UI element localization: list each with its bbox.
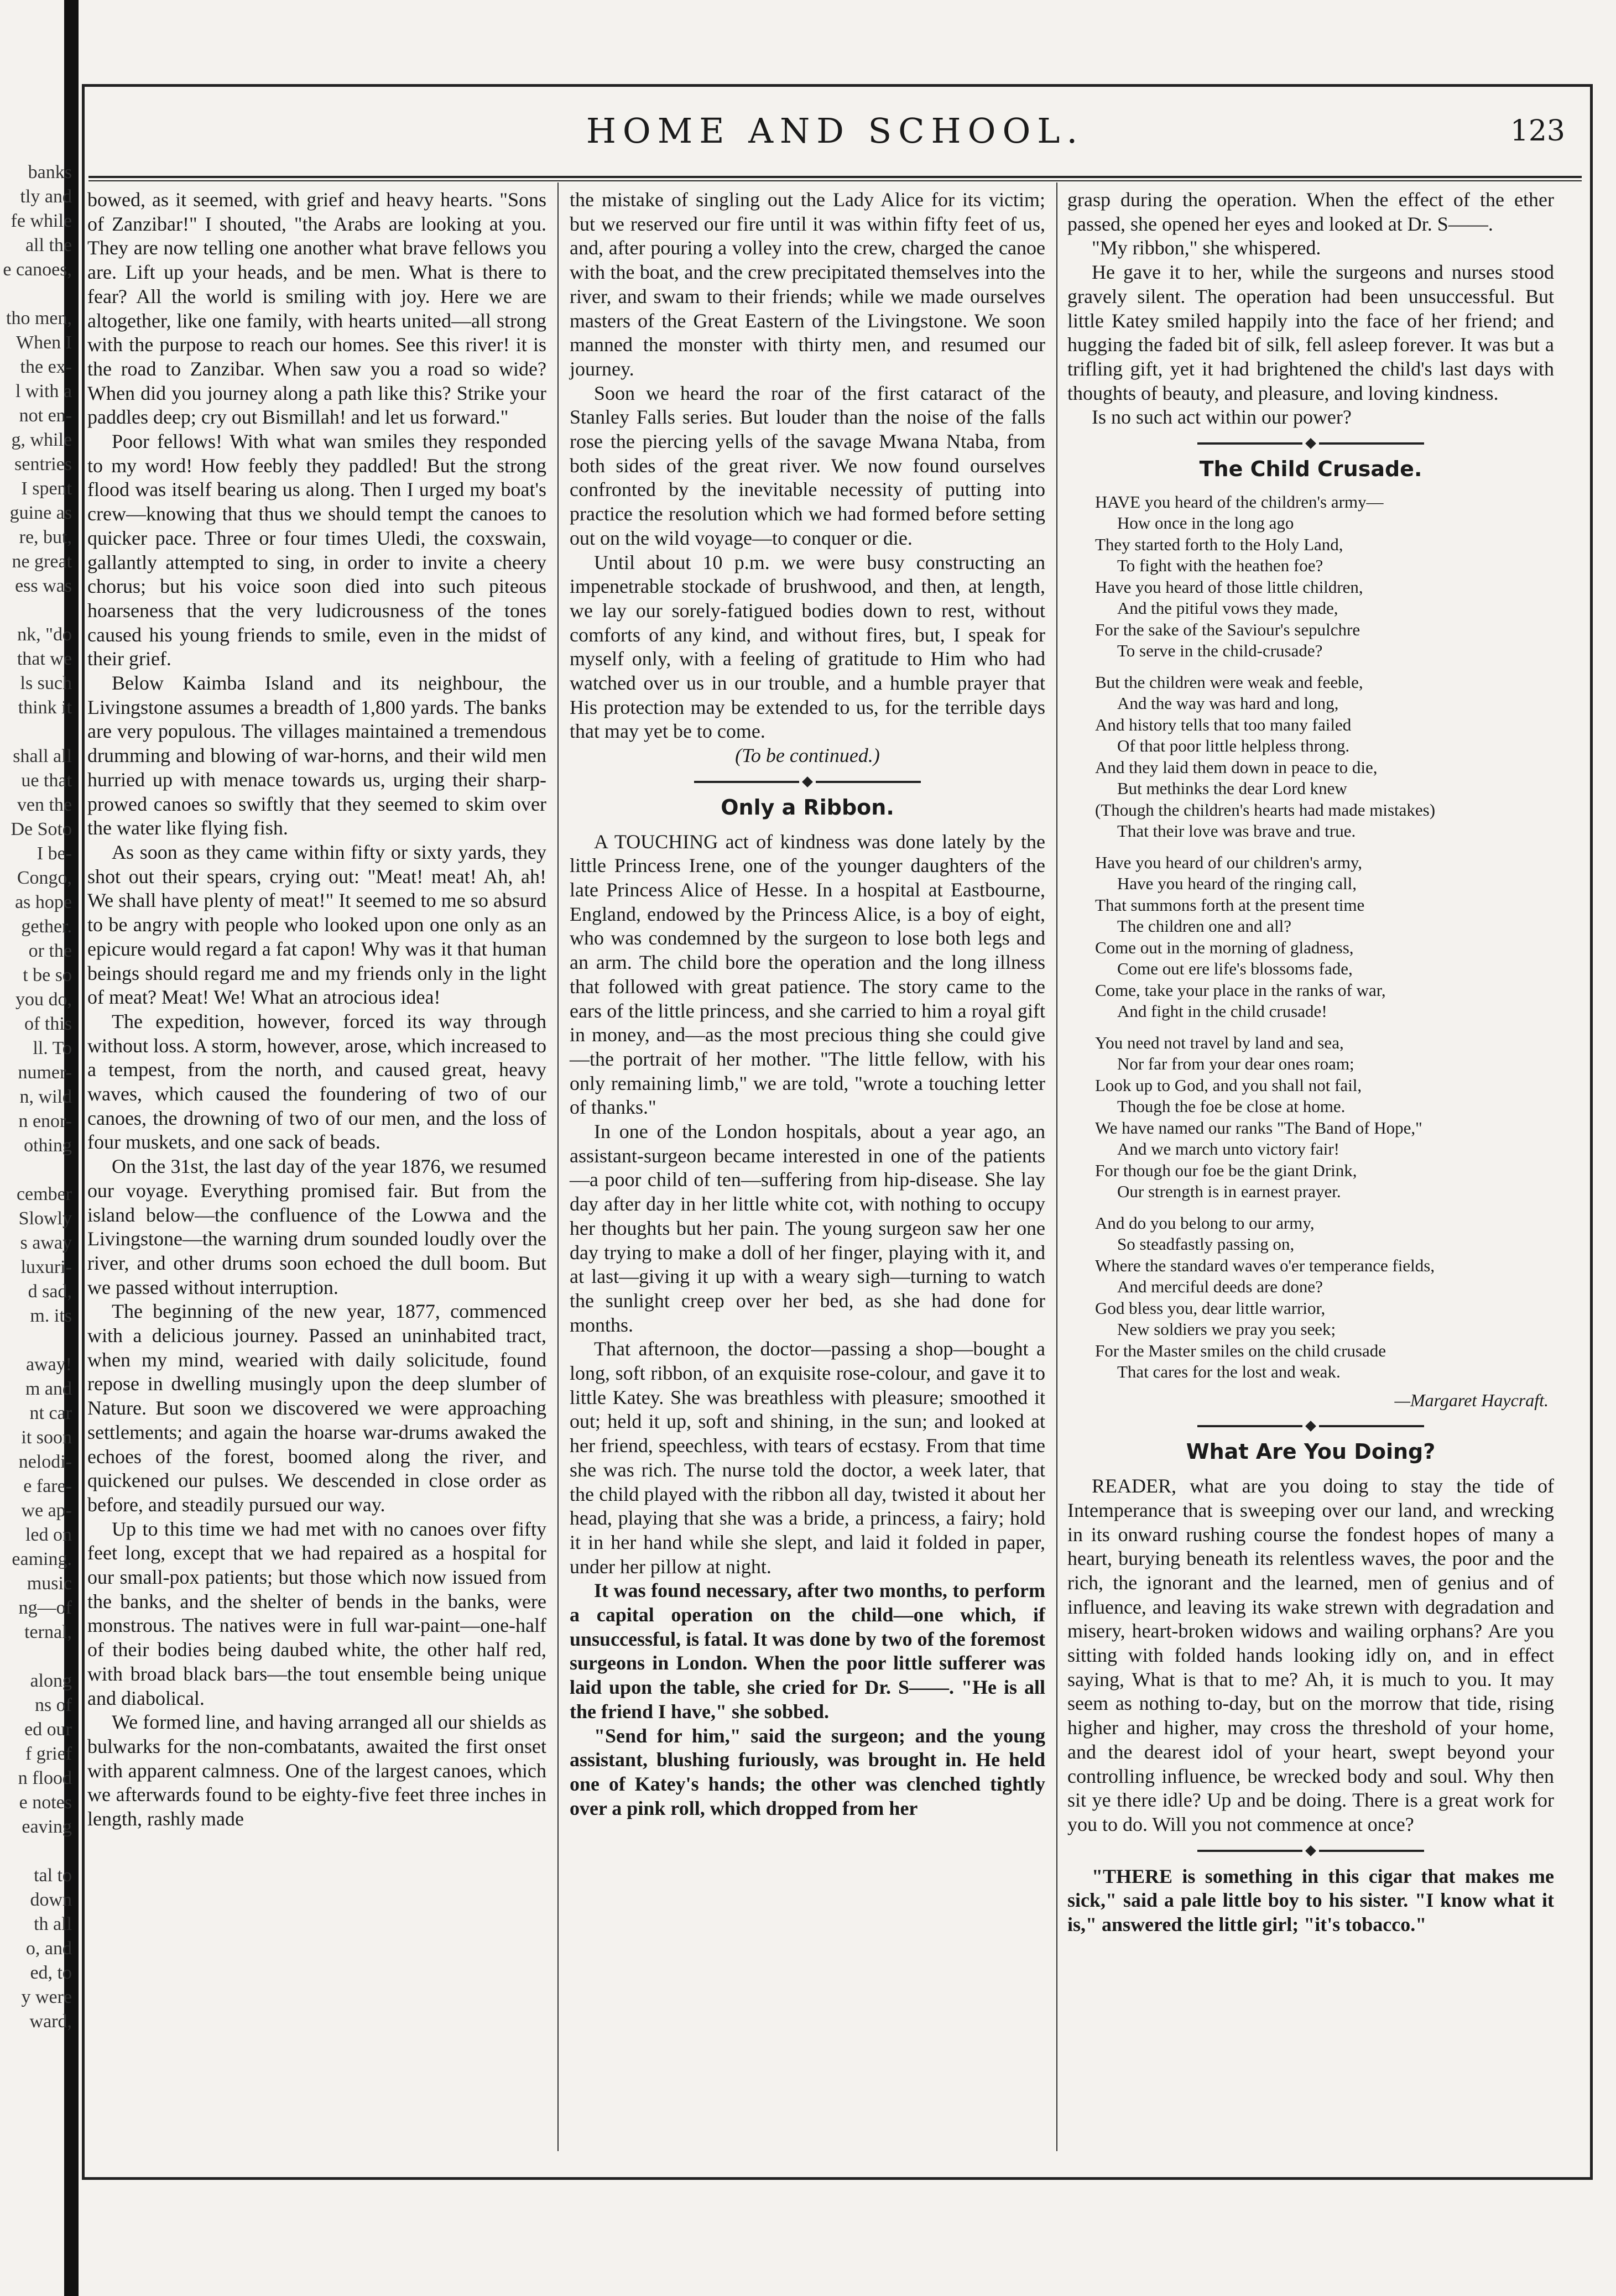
fragment-line: Congo, — [17, 868, 72, 888]
fragment-line: music — [27, 1573, 72, 1594]
paragraph: He gave it to her, while the surgeons and nurses stood gravely silent. The operation had been unsuccessful. But little Katey smiled happily into the face of her friend; and hugging the faded bit of silk, fell asleep forever. It was but a trifling gift, yet it had brightened the child's last days with thoughts of beauty, and pleasure, and loving kindness. — [1067, 261, 1554, 404]
fragment-line: n flood — [18, 1768, 72, 1788]
poem-stanza — [1095, 492, 1554, 662]
poem-line: That their love was brave and true. — [1117, 821, 1356, 841]
poem-line: And fight in the child crusade! — [1117, 1001, 1327, 1021]
poem-line: And the way was hard and long, — [1117, 693, 1339, 713]
poem-line: New soldiers we pray you seek; — [1117, 1319, 1336, 1339]
fragment-line — [0, 720, 72, 744]
fragment-line: l with a — [15, 381, 72, 401]
fragment-line: othing — [24, 1135, 72, 1156]
fragment-line: numer- — [18, 1062, 72, 1083]
fragment-line: e fare- — [23, 1476, 72, 1496]
fragment-line: When I — [15, 332, 72, 353]
adjacent-page-fragment — [0, 160, 72, 2032]
paragraph: Poor fellows! With what wan smiles they responded to my word! How feebly they paddled! But the strong flood was itself bearing us along. Then I urged my boat's crew—knowing that thus we should tempt the canoes to quicker pace. Three or four times Uledi, the coxswain, gallantly attempted to sing, in order to invite a cheery chorus; but his voice soon died into such piteous hoarseness that the very ludicrousness of the tones caused his young friends to smile, even in the midst of their grief. — [87, 430, 546, 670]
poem-line: But the children were weak and feeble, — [1095, 672, 1363, 692]
poem-line: For though our foe be the giant Drink, — [1095, 1160, 1357, 1180]
poem-line: For the Master smiles on the child crusade — [1095, 1340, 1386, 1360]
fragment-line: gether. — [21, 916, 72, 937]
fragment-line: nk, "do — [17, 624, 72, 645]
section-divider — [1067, 440, 1554, 447]
paragraph: We formed line, and having arranged all our shields as bulwarks for the non-combatants, awaited the first onset with apparent calmness. One of the largest canoes, which we afterwards found to be eighty-five feet three inches in length, rashly made — [87, 1711, 546, 1830]
poem-line: And do you belong to our army, — [1095, 1213, 1315, 1233]
article-title-only-a-ribbon: Only a Ribbon. — [721, 795, 894, 820]
fragment-line: tal to — [34, 1865, 72, 1886]
article-title-child-crusade: The Child Crusade. — [1199, 457, 1422, 482]
poem-line: And history tells that too many failed — [1095, 714, 1352, 734]
poem-line: Have you heard of those little children, — [1095, 577, 1363, 597]
poem-line: But methinks the dear Lord knew — [1117, 779, 1347, 799]
poem-line: So steadfastly passing on, — [1117, 1234, 1295, 1254]
poem-line: And they laid them down in peace to die, — [1095, 757, 1378, 777]
paragraph: grasp during the operation. When the effect of the ether passed, she opened her eyes and looked at Dr. S——. — [1067, 189, 1554, 235]
column-1 — [87, 188, 546, 2146]
paragraph: That afternoon, the doctor—passing a shop—bought a long, soft ribbon, of an exquisite rose-colour, and gave it to little Katey. She was breathless with pleasure; smoothed it out; held it up, soft and shining, in the sun; and looked at her friend, speechless, with tears of ecstasy. From that time she was rich. The nurse told the doctor, a week later, that the child played with the ribbon all day, twisted it about her head, playing that she was a bride, a princess, a fairy; hold it in her hand while she slept, and laid it folded in paper, under her pillow at night. — [570, 1338, 1045, 1578]
fragment-line: n enor- — [18, 1111, 72, 1131]
paragraph: On the 31st, the last day of the year 1876, we resumed our voyage. Everything promised fair. But from the island below—the confluence of the Lowwa and the Livingstone—the warning drum sounded loudly over the river, and other drums soon echoed the dull boom. But we passed without interruption. — [87, 1155, 546, 1298]
paragraph: bowed, as it seemed, with grief and heavy hearts. "Sons of Zanzibar!" I shouted, "the Arabs are looking at you. They are now telling one another what brave fellows you are. Lift up your heads, and be men. What is there to fear? All the world is smiling with joy. Here we are altogether, like one family, with hearts united—all strong with the purpose to reach our homes. See this river! it is the road to Zanzibar. When saw you a road so wide? When did you journey along a path like this? Strike your paddles deep; cry out Bismillah! and let us forward." — [87, 189, 546, 429]
fragment-line — [0, 1645, 72, 1669]
poem-line: You need not travel by land and sea, — [1095, 1032, 1344, 1052]
fragment-line: ven the — [17, 795, 72, 815]
fragment-line: nt car — [29, 1403, 72, 1423]
poem-line: To serve in the child-crusade? — [1117, 641, 1323, 661]
poem-line: Of that poor little helpless throng. — [1117, 736, 1350, 756]
fragment-line — [0, 282, 72, 306]
fragment-line: away! — [25, 1354, 72, 1375]
page-number: 123 — [1510, 114, 1565, 148]
poem-line: Come, take your place in the ranks of war, — [1095, 980, 1386, 1000]
poem-line: We have named our ranks "The Band of Hope," — [1095, 1118, 1422, 1137]
poem-line: (Though the children's hearts had made mistakes) — [1095, 800, 1436, 820]
fragment-line: led on — [25, 1525, 72, 1545]
paragraph: The expedition, however, forced its way through without loss. A storm, however, arose, which increased to a tempest, from the north, and caused great, heavy waves, which caused the foundering of two of our canoes, the drowning of two of our men, and the loss of four muskets, and one sack of beads. — [87, 1010, 546, 1154]
column-separator — [1056, 182, 1057, 2151]
paragraph: "Send for him," said the surgeon; and the young assistant, blushing furiously, was brought in. He held one of Katey's hands; the other was clenched tightly over a pink roll, which dropped from her — [570, 1724, 1045, 1819]
fragment-line: re, but, — [19, 527, 72, 547]
poem-line: Look up to God, and you shall not fail, — [1095, 1075, 1362, 1095]
poem-line: Have you heard of the ringing call, — [1117, 874, 1357, 894]
fragment-line — [0, 1839, 72, 1864]
fragment-line: ng—of — [18, 1598, 72, 1618]
paragraph: Is no such act within our power? — [1092, 406, 1352, 429]
poem-line: To fight with the heathen foe? — [1117, 556, 1323, 576]
poem-line: Come out in the morning of gladness, — [1095, 937, 1354, 957]
paragraph: "My ribbon," she whispered. — [1092, 237, 1321, 259]
fragment-line: ward, — [29, 2011, 72, 2032]
fragment-line: e notes — [19, 1792, 72, 1813]
section-divider — [1067, 1847, 1554, 1855]
fragment-line: fe while — [11, 211, 72, 231]
paragraph: As soon as they came within fifty or sixty yards, they shot out their spears, crying out: "Meat! meat! Ah, ah! We shall have plenty of meat!" It seemed to me so absurd to be angry with people who looked upon one only as an epicure would regard a fat capon! Why was it that human beings should regard me and my friends only in the light of meat? Meat! We! What an atrocious idea! — [87, 841, 546, 1009]
fragment-line: banks — [28, 162, 72, 182]
poem-line: And merciful deeds are done? — [1117, 1277, 1323, 1297]
fragment-line: the ex- — [20, 357, 72, 377]
fragment-line: ed our — [24, 1719, 72, 1740]
poem-line: The children one and all? — [1117, 916, 1292, 936]
article-title-what-are-you-doing: What Are You Doing? — [1186, 1439, 1436, 1464]
fragment-line: g, while — [11, 430, 72, 450]
fragment-line: t be so — [23, 965, 72, 985]
poem-line: Though the foe be close at home. — [1117, 1097, 1346, 1116]
fragment-line: or the — [28, 941, 72, 961]
fragment-line: along — [30, 1671, 72, 1691]
header-rule-thin — [88, 180, 1582, 181]
poem-line: They started forth to the Holy Land, — [1095, 534, 1343, 554]
fragment-line: f grief — [25, 1744, 72, 1764]
fragment-line: ns of — [34, 1695, 72, 1715]
publication-title: HOME AND SCHOOL. — [586, 111, 1085, 151]
poem-line: HAVE you heard of the children's army— — [1095, 492, 1384, 512]
paragraph: Soon we heard the roar of the first cataract of the Stanley Falls series. But louder than the noise of the falls rose the piercing yells of the savage Mwana Ntaba, from both sides of the great river. We now found ourselves confronted by the inevitable necessity of putting into practice the resolution which we had formed before setting out on the wild voyage—to conquer or die. — [570, 382, 1045, 549]
fragment-line: I spent — [21, 478, 72, 499]
poem-line: Where the standard waves o'er temperance fields, — [1095, 1255, 1435, 1275]
fragment-line: d sad, — [28, 1281, 72, 1302]
poem-stanza — [1095, 1032, 1554, 1203]
fragment-line: eaving — [22, 1817, 72, 1837]
paragraph: It was found necessary, after two months, to perform a capital operation on the child—one which, if unsuccessful, is fatal. It was done by two of the foremost surgeons in London. When the poor little sufferer was laid upon the table, she cried for Dr. S——. "He is all the friend I have," she sobbed. — [570, 1579, 1045, 1723]
poem-line: God bless you, dear little warrior, — [1095, 1298, 1326, 1318]
fragment-line — [0, 1328, 72, 1353]
poem-line: Our strength is in earnest prayer. — [1117, 1182, 1341, 1202]
fragment-line: of this — [24, 1014, 72, 1034]
fragment-line: sentries — [14, 454, 72, 474]
fragment-line: nelodi- — [18, 1452, 72, 1472]
fragment-line: tly and — [20, 186, 72, 207]
paragraph: A TOUCHING act of kindness was done lately by the little Princess Irene, one of the younger daughters of the late Princess Alice of Hesse. In a hospital at Eastbourne, England, endowed by the Princess Alice, is a boy of eight, who was condemned by the surgeon to lose both legs and an arm. The child bore the operation and the long illness that followed with great patience. The story came to the ears of the little princess, and she carried to him a royal gift in money, and—as the most precious thing she could give—the portrait of her mother. "The little fellow, with his only remaining limb," we are told, "wrote a touching letter of thanks." — [570, 830, 1045, 1119]
fragment-line: cember — [16, 1184, 72, 1204]
fragment-line: I be- — [37, 843, 72, 864]
to-be-continued: (To be continued.) — [735, 744, 880, 767]
poem-line: And we march unto victory fair! — [1117, 1139, 1340, 1159]
fragment-line: Slowly — [18, 1208, 72, 1229]
section-divider — [570, 778, 1045, 786]
fragment-line: ed, to — [30, 1963, 72, 1983]
fragment-line: s away — [20, 1233, 72, 1253]
poem-line: And the pitiful vows they made, — [1117, 598, 1338, 618]
column-separator — [557, 182, 559, 2151]
fragment-line: luxuri- — [20, 1257, 72, 1277]
page-header — [88, 108, 1582, 169]
poem — [1095, 492, 1554, 1383]
paragraph: In one of the London hospitals, about a year ago, an assistant-surgeon became interested in one of the patients—a poor child of ten—suffering from hip-disease. She lay day after day in her little white cot, with nothing to occupy her thoughts but her pain. The young surgeon saw her one day trying to make a doll of her finger, playing with it, and at last—giving it up with a weary sigh—turning to watch the sunlight creep over her bed, as she had done for months. — [570, 1120, 1045, 1336]
paragraph: The beginning of the new year, 1877, commenced with a delicious journey. Passed an uninhabited tract, when my mind, wearied with daily solicitude, found repose in dwelling musingly upon the deep slumber of Nature. But soon we discovered we were approaching settlements; and again the hoarse war-drums awaked the echoes of the forest, boomed along the river, and quickened our pulses. We descended in close order as before, and steadily pursued our way. — [87, 1300, 546, 1516]
poem-line: Have you heard of our children's army, — [1095, 852, 1363, 872]
paragraph: Below Kaimba Island and its neighbour, the Livingstone assumes a breadth of 1,800 yards. The banks are very populous. The villages maintained a tremendous drumming and blowing of war-horns, and their wild men hurried up with menace towards us, urging their sharp-prowed canoes so swiftly that they seemed to skim over the water like flying fish. — [87, 672, 546, 839]
header-rule-thick — [88, 176, 1582, 178]
fragment-line: not en- — [19, 405, 72, 426]
fragment-line: m. its — [30, 1306, 72, 1326]
fragment-line: ne great — [12, 551, 72, 572]
fragment-line: shall all — [13, 746, 72, 766]
fragment-line: we ap- — [21, 1500, 72, 1521]
poem-stanza — [1095, 852, 1554, 1022]
column-3 — [1067, 188, 1554, 2146]
fragment-line — [0, 598, 72, 623]
paragraph: Until about 10 p.m. we were busy constructing an impenetrable stockade of brushwood, and then, at length, we lay our sorely-fatigued bodies down to rest, without comforts of any kind, and without fires, but, I speak for myself only, with a feeling of gratitude to Him who had watched over us in our trouble, and a humble prayer that His protection may be extended to us, for the terrible days that may yet be to come. — [570, 551, 1045, 743]
fragment-line — [0, 1158, 72, 1182]
poem-line: That summons forth at the present time — [1095, 895, 1365, 915]
fragment-line: o, and — [25, 1938, 72, 1959]
fragment-line: m and — [25, 1379, 72, 1399]
paragraph: "THERE is something in this cigar that makes me sick," said a pale little boy to his sister. "I know what it is," answered the little girl; "it's tobacco." — [1067, 1865, 1554, 1936]
fragment-line: it soon — [21, 1427, 72, 1448]
fragment-line: think it — [18, 697, 72, 718]
fragment-line: that we — [17, 649, 72, 669]
fragment-line: you do, — [15, 989, 72, 1010]
section-divider — [1067, 1422, 1554, 1430]
fragment-line: as hope — [15, 892, 72, 912]
poem-line: For the sake of the Saviour's sepulchre — [1095, 619, 1360, 639]
fragment-line: y were — [21, 1987, 72, 2007]
fragment-line: guine as — [9, 503, 72, 523]
poem-stanza — [1095, 672, 1554, 842]
poem-stanza — [1095, 1213, 1554, 1383]
fragment-line: De Soto — [11, 819, 72, 839]
fragment-line: n, wild — [19, 1087, 72, 1107]
poem-line: Come out ere life's blossoms fade, — [1117, 959, 1353, 979]
fragment-line: ls such — [20, 673, 72, 693]
fragment-line: ll. To — [33, 1038, 72, 1058]
poem-signature: —Margaret Haycraft. — [1394, 1390, 1549, 1410]
fragment-line: tho men, — [6, 308, 72, 328]
poem-line: How once in the long ago — [1117, 513, 1294, 533]
poem-line: Nor far from your dear ones roam; — [1117, 1054, 1354, 1074]
column-2 — [570, 188, 1045, 2146]
fragment-line: all the — [25, 235, 72, 255]
fragment-line: eaming. — [12, 1549, 72, 1569]
paragraph: READER, what are you doing to stay the tide of Intemperance that is sweeping over our land, and wrecking in its onward rushing course the fondest hopes of many a heart, burying beneath its relentless waves, the poor and the rich, the ignorant and the learned, men of genius and of influence, and leaving its wake strewn with degradation and misery, heart-broken widows and wailing orphans? Are you sitting with folded hands looking idly on, and in effect saying, What is that to me? Ah, it is much to you. It may seem as nothing to-day, but on the morrow that tide, rising higher and higher, may cross the threshold of your home, and the dearest idol of your heart, swept beyond your controlling influence, be wrecked body and soul. Why then sit ye there idle? Up and be doing. There is a great work for you to do. Will you not commence at once? — [1067, 1475, 1554, 1835]
fragment-line: ess was — [15, 576, 72, 596]
fragment-line: th all — [34, 1914, 72, 1934]
fragment-line: down — [30, 1890, 72, 1910]
fragment-line: e canoes, — [3, 259, 72, 280]
paragraph: Up to this time we had met with no canoes over fifty feet long, except that we had repaired as a hospital for our small-pox patients; but those which now issued from the banks, and the shelter of bends in the banks, were monstrous. The natives were in full war-paint—one-half of their bodies being daubed white, the other half red, with broad black bars—the tout ensemble being unique and diabolical. — [87, 1517, 546, 1709]
paragraph: the mistake of singling out the Lady Alice for its victim; but we reserved our fire until it was within fifty feet of us, and, after pouring a volley into the crew, charged the canoe with the boat, and the crew precipitated themselves into the river, and swam to their friends; while we made ourselves masters of the Great Eastern of the Livingstone. We soon manned the monster with thirty men, and resumed our journey. — [570, 189, 1045, 380]
fragment-line: ue that — [21, 770, 72, 791]
fragment-line: ternal, — [24, 1622, 72, 1642]
poem-line: That cares for the lost and weak. — [1117, 1362, 1341, 1382]
